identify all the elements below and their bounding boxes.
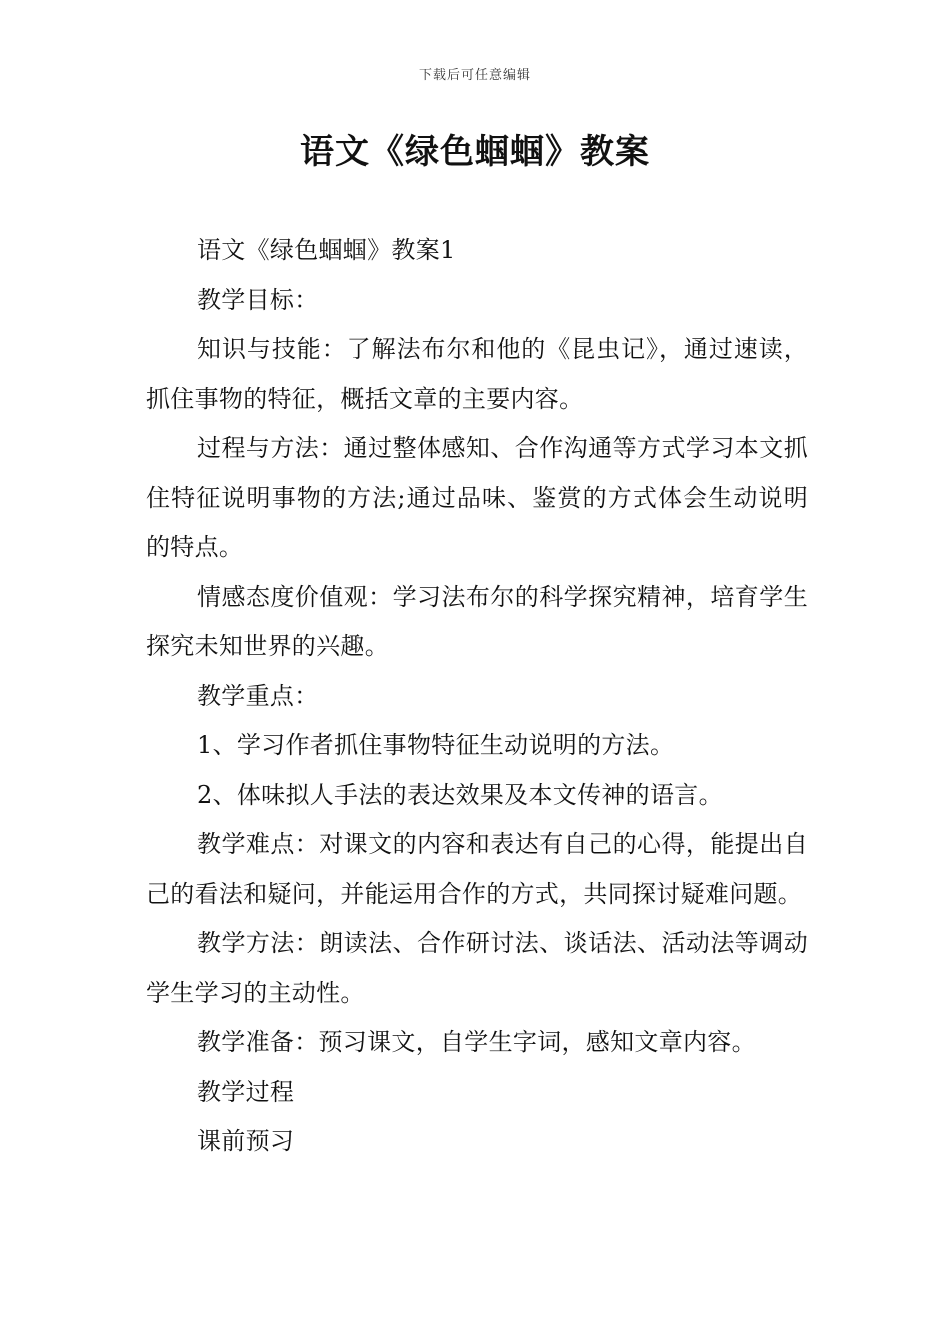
page-header-note: 下载后可任意编辑 xyxy=(418,68,531,83)
section-heading: 语文《绿色蝈蝈》教案1 xyxy=(197,236,456,264)
knowledge-skills-paragraph: 知识与技能：了解法布尔和他的《昆虫记》，通过速读，抓住事物的特征，概括文章的主要内容。 xyxy=(146,335,808,413)
key-point-item: 2、体味拟人手法的表达效果及本文传神的语言。 xyxy=(197,780,723,809)
document-body xyxy=(146,226,808,1167)
process-method-paragraph: 过程与方法：通过整体感知、合作沟通等方式学习本文抓住特征说明事物的方法;通过品味、鉴赏的方式体会生动说明的特点。 xyxy=(146,434,808,561)
key-points-heading: 教学重点： xyxy=(197,681,319,710)
difficulty-paragraph: 教学难点：对课文的内容和表达有自己的心得，能提出自己的看法和疑问，并能运用合作的方式，共同探讨疑难问题。 xyxy=(146,830,808,908)
process-heading: 教学过程 xyxy=(197,1077,295,1106)
emotion-values-paragraph: 情感态度价值观：学习法布尔的科学探究精神，培育学生探究未知世界的兴趣。 xyxy=(146,582,808,660)
key-point-item: 1、学习作者抓住事物特征生动说明的方法。 xyxy=(197,731,675,759)
preparation-paragraph: 教学准备：预习课文，自学生字词，感知文章内容。 xyxy=(197,1028,756,1056)
teaching-method-paragraph: 教学方法：朗读法、合作研讨法、谈话法、活动法等调动学生学习的主动性。 xyxy=(146,929,808,1007)
preview-heading: 课前预习 xyxy=(197,1127,295,1155)
objectives-heading: 教学目标： xyxy=(197,285,319,314)
document-title: 语文《绿色蝈蝈》教案 xyxy=(300,132,650,172)
